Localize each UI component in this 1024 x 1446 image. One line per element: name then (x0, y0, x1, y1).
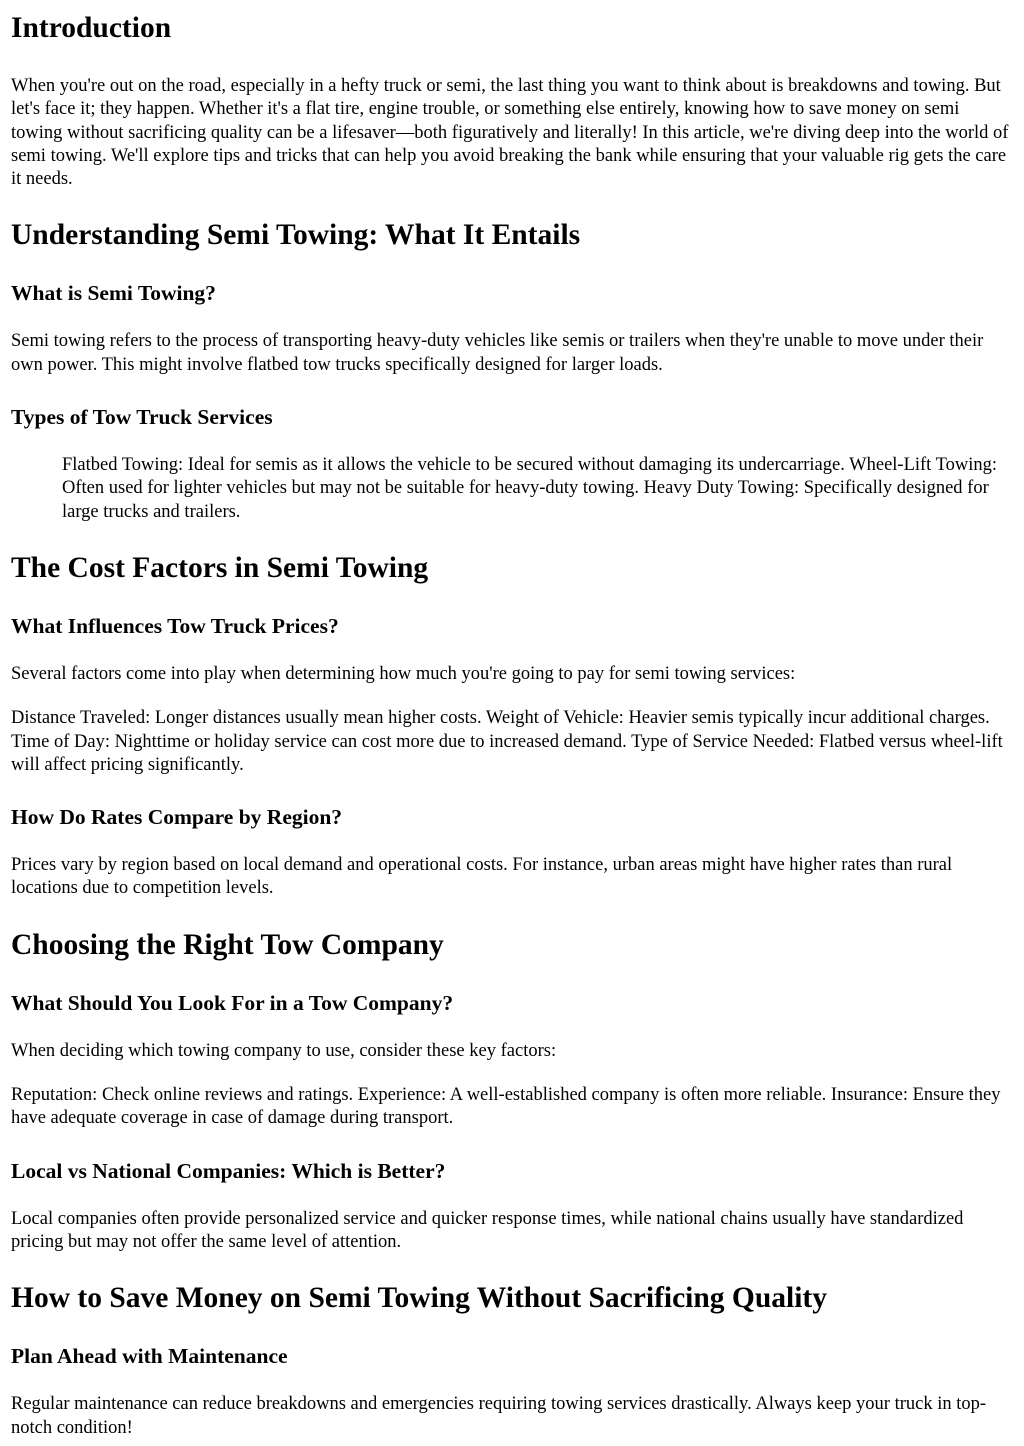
save-money-heading: How to Save Money on Semi Towing Without Sacrificing Quality (11, 1282, 827, 1315)
understanding-heading: Understanding Semi Towing: What It Entails (11, 219, 581, 252)
local-vs-national-heading: Local vs National Companies: Which is Better? (11, 1158, 446, 1183)
region-rates-heading: How Do Rates Compare by Region? (11, 805, 343, 830)
look-for-intro: When deciding which towing company to use, consider these key factors: (11, 1040, 557, 1061)
tow-truck-services-list: Flatbed Towing: Ideal for semis as it allows the vehicle to be secured without damaging its undercarriage. Wheel-Lift Towing: Often used for lighter vehicles but may not be suitable for heavy-duty towing. Heavy Duty Towing: Specifically designed for large trucks and trailers. (62, 455, 998, 522)
choosing-company-heading: Choosing the Right Tow Company (11, 928, 444, 961)
tow-truck-services-heading: Types of Tow Truck Services (11, 405, 273, 430)
intro-heading: Introduction (11, 12, 172, 44)
local-vs-national-paragraph: Local companies often provide personalized service and quicker response times, while national chains usually have standardized pricing but may not offer the same level of attention. (11, 1208, 964, 1252)
what-is-semi-towing-heading: What is Semi Towing? (11, 281, 216, 306)
plan-ahead-heading: Plan Ahead with Maintenance (11, 1344, 288, 1369)
plan-ahead-paragraph: Regular maintenance can reduce breakdowns and emergencies requiring towing services drastically. Always keep your truck in top-notch condition! (11, 1394, 987, 1438)
price-influences-intro: Several factors come into play when determining how much you're going to pay for semi towing services: (11, 663, 796, 684)
cost-factors-heading: The Cost Factors in Semi Towing (11, 551, 429, 584)
price-influences-heading: What Influences Tow Truck Prices? (11, 613, 339, 638)
look-for-list: Reputation: Check online reviews and ratings. Experience: A well-established company is often more reliable. Insurance: Ensure they have adequate coverage in case of damage during transport. (11, 1085, 1001, 1129)
price-influences-list: Distance Traveled: Longer distances usually mean higher costs. Weight of Vehicle: Heavier semis typically incur additional charges. Time of Day: Nighttime or holiday service can cost more due to increased demand. Type of Service Needed: Flatbed versus wheel-lift will affect pricing significantly. (11, 708, 1003, 775)
intro-paragraph: When you're out on the road, especially in a hefty truck or semi, the last thing you want to think about is breakdowns and towing. But let's face it; they happen. Whether it's a flat tire, engine trouble, or something else entirely, knowing how to save money on semi towing without sacrificing quality can be a lifesaver—both figuratively and literally! In this article, we're diving deep into the world of semi towing. We'll explore tips and tricks that can help you avoid breaking the bank while ensuring that your valuable rig gets the care it needs. (11, 76, 1009, 190)
what-is-semi-towing-paragraph: Semi towing refers to the process of transporting heavy-duty vehicles like semis or trailers when they're unable to move under their own power. This might involve flatbed tow trucks specifically designed for larger loads. (11, 331, 984, 375)
region-rates-paragraph: Prices vary by region based on local demand and operational costs. For instance, urban areas might have higher rates than rural locations due to competition levels. (11, 855, 953, 899)
look-for-heading: What Should You Look For in a Tow Company? (11, 990, 454, 1015)
